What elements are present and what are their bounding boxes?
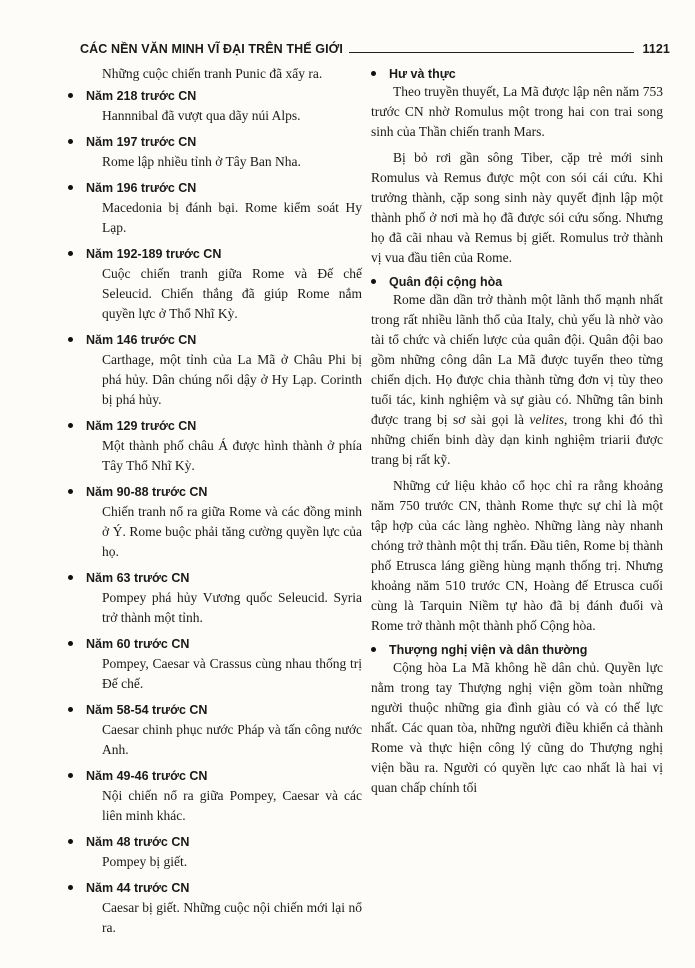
bullet-icon [68,489,73,494]
timeline-event: Macedonia bị đánh bại. Rome kiểm soát Hy Lạp. [102,200,362,235]
bullet-icon [68,575,73,580]
bullet-icon [68,139,73,144]
section-heading [371,66,663,82]
timeline-year-text: Năm 48 trước CN [86,835,190,849]
timeline-event: Cuộc chiến tranh giữa Rome và Đế chế Seleucid. Chiến thắng đã giúp Rome nắm quyền lực ở Thổ Nhĩ Kỳ. [102,266,362,321]
timeline-event: Pompey bị giết. [102,854,188,869]
section-heading-text: Thượng nghị viện và dân thường [389,643,588,657]
bullet-icon [68,337,73,342]
timeline-event: Carthage, một tỉnh của La Mã ở Châu Phi bị phá hủy. Dân chúng nổi dậy ở Hy Lạp. Corinth bị phá hủy. [102,352,362,407]
bullet-icon [68,251,73,256]
timeline-year-text: Năm 60 trước CN [86,637,190,651]
bullet-icon [68,773,73,778]
timeline-year [64,134,362,150]
bullet-icon [371,647,376,652]
timeline-year [64,636,362,652]
section-heading-text: Hư và thực [389,67,456,81]
narrative-column [371,64,663,804]
timeline-year [64,702,362,718]
timeline-year-text: Năm 218 trước CN [86,89,197,103]
section-heading [371,274,663,290]
timeline-year [64,880,362,896]
timeline-event: Rome lập nhiều tỉnh ở Tây Ban Nha. [102,154,301,169]
bullet-icon [68,185,73,190]
bullet-icon [68,641,73,646]
timeline-event: Một thành phố châu Á được hình thành ở phía Tây Thổ Nhĩ Kỳ. [102,438,362,473]
timeline-event: Pompey, Caesar và Crassus cùng nhau thống trị Đế chế. [102,656,362,691]
section-heading [371,642,663,658]
bullet-icon [371,279,376,284]
timeline-event: Nội chiến nổ ra giữa Pompey, Caesar và các liên minh khác. [102,788,362,823]
timeline-year-text: Năm 90-88 trước CN [86,485,208,499]
timeline-year-text: Năm 44 trước CN [86,881,190,895]
section-heading-text: Quân đội cộng hòa [389,275,503,289]
continuation-text: Những cuộc chiến tranh Punic đã xẩy ra. [102,66,323,81]
bullet-icon [68,423,73,428]
timeline-year [64,180,362,196]
bullet-icon [68,885,73,890]
paragraph: Những cứ liệu khảo cổ học chỉ ra rằng khoảng năm 750 trước CN, thành Rome thực sự chỉ là một tập hợp của các làng nghèo. Những làng này nhanh chóng trở thành một thị trấn. Đầu tiên, Rome bị thành phố Etrusca láng giềng hùng mạnh thống trị. Nhưng khoảng năm 510 trước CN, Hoàng đế Etrusca cuối cùng là Tarquin Niềm tự hào đã bị đánh đuổi và Rome trở thành một thành phố Cộng hòa. [371,478,663,633]
italic-term: velites [529,412,565,427]
timeline-year [64,246,362,262]
timeline-year-text: Năm 58-54 trước CN [86,703,208,717]
timeline-year-text: Năm 129 trước CN [86,419,197,433]
running-title: CÁC NỀN VĂN MINH VĨ ĐẠI TRÊN THẾ GIỚI [80,42,343,56]
timeline-event: Caesar chinh phục nước Pháp và tấn công nước Anh. [102,722,362,757]
paragraph-text: , trong khi đó thì những chiến binh dày dạn kinh nghiệm triarii được trang bị rất kỹ. [371,412,664,467]
page-number: 1121 [642,42,670,56]
bullet-icon [68,839,73,844]
timeline-year [64,768,362,784]
timeline-column [64,64,362,946]
bullet-icon [68,93,73,98]
timeline-event: Pompey phá hủy Vương quốc Seleucid. Syria trở thành một tỉnh. [102,590,362,625]
timeline-year [64,88,362,104]
timeline-event: Hannnibal đã vượt qua dãy núi Alps. [102,108,301,123]
timeline-year [64,332,362,348]
timeline-event: Chiến tranh nổ ra giữa Rome và các đồng minh ở Ý. Rome buộc phải tăng cường quyền lực của họ. [102,504,362,559]
timeline-list [64,88,362,938]
paragraph-text: Rome dần dần trở thành một lãnh thổ mạnh nhất trong rất nhiều lãnh thổ của Italy, chủ yếu là nhờ vào tài tổ chức và chiến lược của quân đội. Quân đội bao gồm những công dân La Mã được tuyển theo từng chiến dịch. Họ được chia thành từng đơn vị tùy theo tuổi tác, kinh nghiệm và sự giàu có. Những tân binh được trang bị sơ sài gọi là [371,292,663,427]
timeline-year [64,484,362,500]
bullet-icon [371,71,376,76]
timeline-year-text: Năm 63 trước CN [86,571,190,585]
timeline-event: Caesar bị giết. Những cuộc nội chiến mới lại nổ ra. [102,900,362,935]
timeline-year-text: Năm 192-189 trước CN [86,247,222,261]
paragraph: Theo truyền thuyết, La Mã được lập nên năm 753 trước CN nhờ Romulus một trong hai con trai song sinh của Thần chiến tranh Mars. [371,84,663,139]
timeline-year [64,418,362,434]
timeline-year-text: Năm 146 trước CN [86,333,197,347]
paragraph: Bị bỏ rơi gần sông Tiber, cặp trẻ mới sinh Romulus và Remus được một con sói cái cứu. Khi trưởng thành, cặp song sinh này quyết định lập một thành phố ở nơi mà họ đã được sói cứu sống. Nhưng họ đã cãi nhau và Remus bị giết. Romulus trở thành vị vua đầu tiên của Rome. [371,150,663,265]
timeline-year-text: Năm 196 trước CN [86,181,197,195]
timeline-year-text: Năm 197 trước CN [86,135,197,149]
bullet-icon [68,707,73,712]
header-rule [349,52,634,53]
paragraph: Cộng hòa La Mã không hề dân chủ. Quyền lực nằm trong tay Thượng nghị viện gồm toàn những người thuộc những gia đình giàu có và có thế lực nhất. Các quan tòa, những người điều khiển cả thành Rome và thực hiện công lý cũng do Thượng nghị viện bầu ra. Người có quyền lực cao nhất là hai vị quan chấp chính tối [371,660,663,795]
running-header [80,36,670,56]
timeline-year-text: Năm 49-46 trước CN [86,769,208,783]
timeline-year [64,570,362,586]
paragraph [371,290,663,470]
timeline-year [64,834,362,850]
